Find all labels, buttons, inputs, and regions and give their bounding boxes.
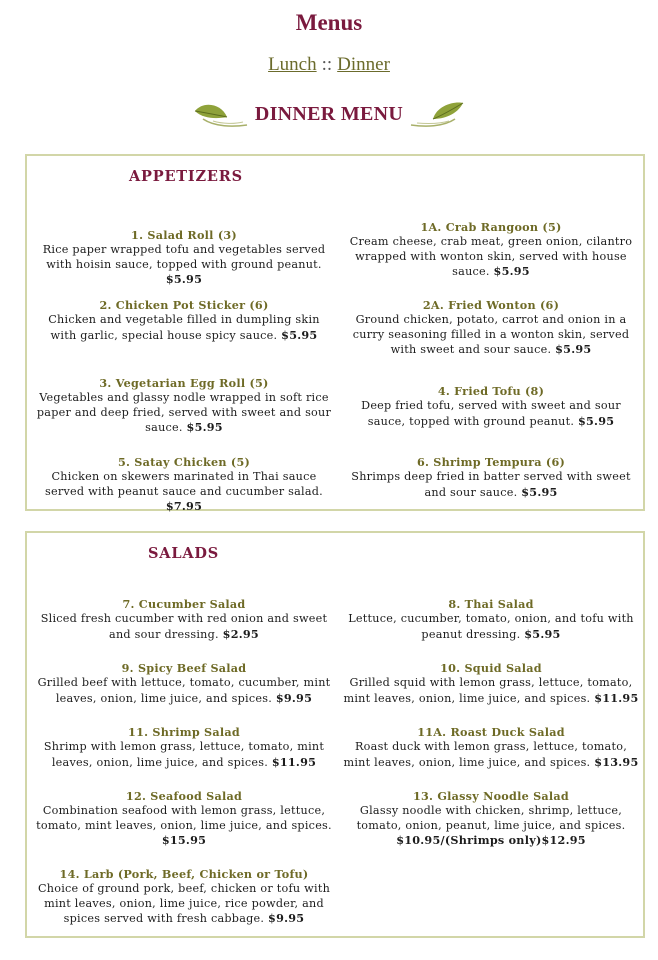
leaf-right-icon bbox=[409, 97, 465, 131]
item-name: 7. Cucumber Salad bbox=[122, 597, 246, 611]
menu-item bbox=[343, 298, 639, 357]
item-name: 6. Shrimp Tempura (6) bbox=[416, 455, 566, 469]
item-name: 1A. Crab Rangoon (5) bbox=[420, 220, 562, 234]
item-name: 11. Shrimp Salad bbox=[128, 725, 240, 739]
item-desc: Chicken on skewers marinated in Thai sauce served with peanut sauce and cucumber salad. bbox=[45, 470, 323, 498]
item-name: 13. Glassy Noodle Salad bbox=[412, 789, 570, 803]
nav-separator: :: bbox=[321, 54, 333, 75]
item-name: 8. Thai Salad bbox=[448, 597, 534, 611]
item-desc: Grilled beef with lettuce, tomato, cucumber, mint leaves, onion, lime juice, and spices. bbox=[37, 676, 331, 705]
item-desc: Cream cheese, crab meat, green onion, cilantro wrapped with wonton skin, served with house sauce. bbox=[349, 235, 633, 278]
menu-item bbox=[35, 661, 333, 706]
menu-item bbox=[35, 867, 333, 926]
item-desc: Glassy noodle with chicken, shrimp, lettuce, tomato, onion, peanut, lime juice, and spices. bbox=[356, 804, 626, 832]
menu-item bbox=[343, 661, 639, 706]
item-desc: Deep fried tofu, served with sweet and sour sauce, topped with ground peanut. bbox=[361, 399, 621, 428]
menu-item bbox=[343, 384, 639, 429]
lunch-link[interactable]: Lunch bbox=[268, 54, 317, 75]
item-price: $11.95 bbox=[594, 690, 639, 705]
menu-item bbox=[343, 220, 639, 279]
item-name: 14. Larb (Pork, Beef, Chicken or Tofu) bbox=[59, 867, 309, 881]
menu-item bbox=[35, 725, 333, 770]
item-name: 10. Squid Salad bbox=[440, 661, 542, 675]
menu-item bbox=[343, 597, 639, 642]
item-price: $7.95 bbox=[165, 498, 203, 513]
dinner-menu-banner bbox=[0, 97, 658, 131]
item-price: $5.95 bbox=[186, 419, 223, 434]
item-desc: Choice of ground pork, beef, chicken or tofu with mint leaves, onion, lime juice, rice powder, and spices served with fresh cabbage. bbox=[37, 882, 331, 925]
item-name: 2A. Fried Wonton (6) bbox=[422, 298, 560, 312]
salads-title: SALADS bbox=[148, 545, 220, 562]
item-price: $9.95 bbox=[268, 910, 305, 925]
menu-item bbox=[343, 725, 639, 770]
leaf-left-icon bbox=[193, 97, 249, 131]
dinner-link[interactable]: Dinner bbox=[337, 54, 390, 75]
menu-item bbox=[35, 597, 333, 642]
item-price: $13.95 bbox=[594, 754, 639, 769]
item-name: 9. Spicy Beef Salad bbox=[121, 661, 247, 675]
appetizers-title: APPETIZERS bbox=[129, 168, 243, 185]
item-price: $5.95 bbox=[493, 263, 530, 278]
item-price: $5.95 bbox=[577, 413, 615, 428]
item-price: $11.95 bbox=[271, 754, 317, 769]
item-desc: Sliced fresh cucumber with red onion and sweet and sour dressing. bbox=[40, 612, 328, 641]
menu-item bbox=[35, 455, 333, 514]
item-desc: Combination seafood with lemon grass, lettuce, tomato, mint leaves, onion, lime juice, and spices. bbox=[36, 804, 332, 832]
item-price: $5.95 bbox=[521, 484, 558, 499]
item-price: $2.95 bbox=[222, 626, 259, 641]
item-desc: Shrimps deep fried in batter served with sweet and sour sauce. bbox=[351, 470, 631, 499]
item-desc: Shrimp with lemon grass, lettuce, tomato, mint leaves, onion, lime juice, and spices. bbox=[43, 740, 325, 769]
item-name: 11A. Roast Duck Salad bbox=[417, 725, 565, 739]
item-name: 3. Vegetarian Egg Roll (5) bbox=[99, 376, 269, 390]
banner-title: DINNER MENU bbox=[254, 102, 404, 125]
item-price: $15.95 bbox=[161, 832, 207, 847]
menu-item bbox=[35, 376, 333, 435]
item-desc: Vegetables and glassy nodle wrapped in soft rice paper and deep fried, served with sweet and sour sauce. bbox=[36, 391, 332, 434]
menu-item bbox=[343, 789, 639, 848]
item-price: $5.95 bbox=[555, 341, 592, 356]
item-name: 5. Satay Chicken (5) bbox=[117, 455, 251, 469]
menu-nav bbox=[0, 54, 658, 76]
item-desc: Grilled squid with lemon grass, lettuce, tomato, mint leaves, onion, lime juice, and spices. bbox=[343, 676, 633, 705]
menu-item bbox=[35, 789, 333, 848]
item-desc: Chicken and vegetable filled in dumpling skin with garlic, special house spicy sauce. bbox=[48, 313, 320, 342]
menu-item bbox=[343, 455, 639, 500]
item-desc: Rice paper wrapped tofu and vegetables served with hoisin sauce, topped with ground peanut. bbox=[42, 243, 326, 271]
page-title: Menus bbox=[295, 10, 363, 35]
item-desc: Ground chicken, potato, carrot and onion in a curry seasoning filled in a wonton skin, served with sweet and sour sauce. bbox=[352, 313, 630, 356]
item-price: $5.95 bbox=[165, 271, 203, 286]
item-price: $9.95 bbox=[275, 690, 313, 705]
item-name: 12. Seafood Salad bbox=[125, 789, 243, 803]
item-name: 1. Salad Roll (3) bbox=[131, 228, 237, 242]
item-desc: Lettuce, cucumber, tomato, onion, and tofu with peanut dressing. bbox=[348, 612, 634, 641]
item-price: $5.95 bbox=[524, 626, 561, 641]
item-name: 2. Chicken Pot Sticker (6) bbox=[99, 298, 269, 312]
menu-item bbox=[35, 298, 333, 343]
item-name: 4. Fried Tofu (8) bbox=[437, 384, 545, 398]
item-price: $5.95 bbox=[281, 327, 318, 342]
item-price: $10.95/(Shrimps only)$12.95 bbox=[396, 832, 586, 847]
item-desc: Roast duck with lemon grass, lettuce, tomato, mint leaves, onion, lime juice, and spices. bbox=[343, 740, 628, 769]
menu-item bbox=[35, 228, 333, 287]
